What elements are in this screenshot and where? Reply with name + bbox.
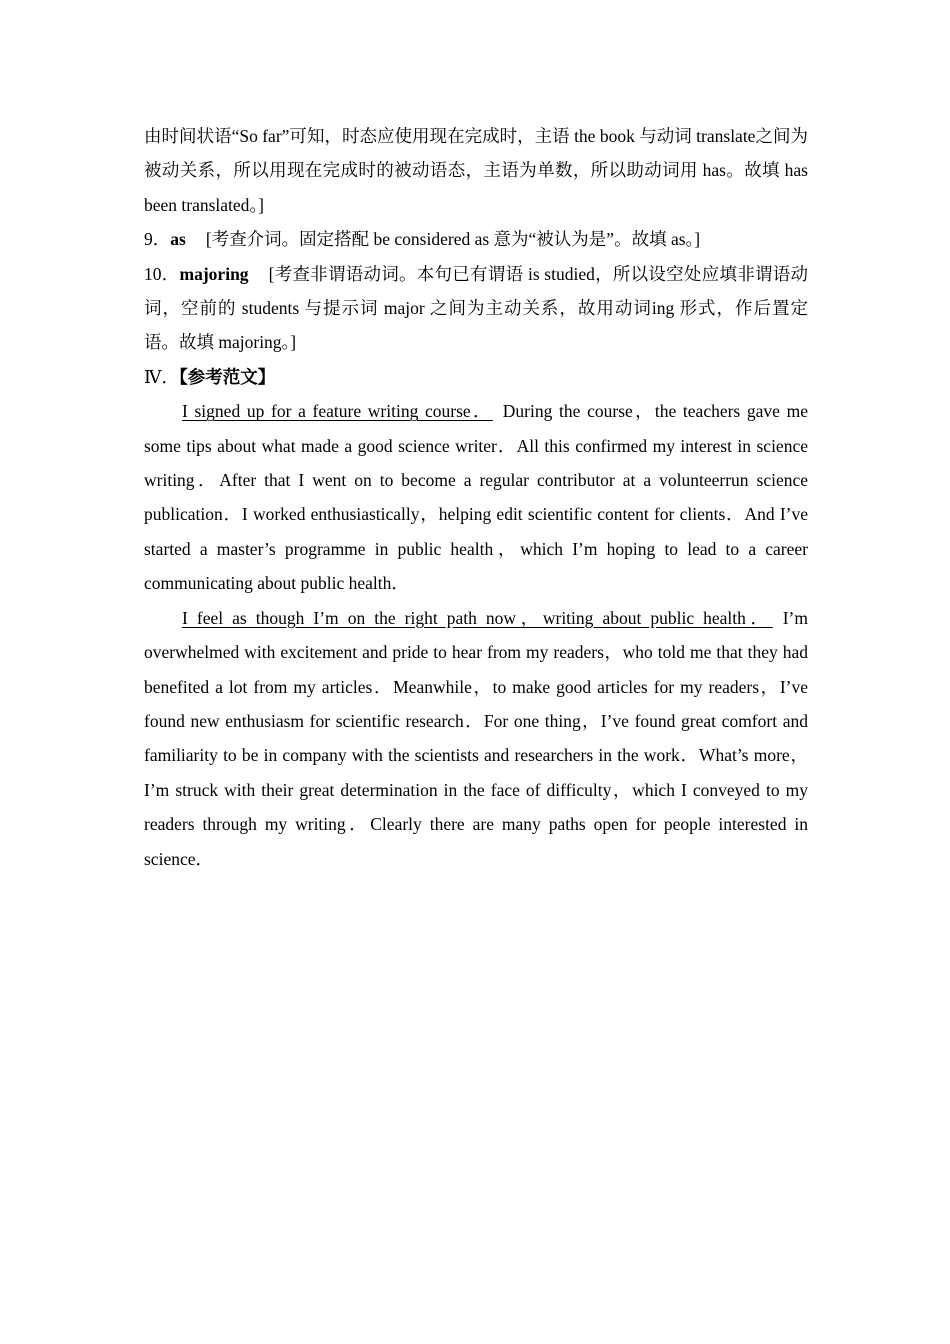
answer-8-explanation: 由时间状语“So far”可知，时态应使用现在完成时，主语 the book 与动词 translate之间为被动关系，所以用现在完成时的被动语态，主语为单数，所以助动词用 has。故填 has been translated。] (144, 126, 808, 215)
section-heading (144, 360, 808, 394)
section-numeral: Ⅳ． (144, 366, 179, 387)
essay-paragraph-2 (144, 601, 808, 876)
answer-10 (144, 257, 808, 360)
answer-9-word: as (170, 229, 186, 250)
essay-paragraph-2-opening-sentence: I feel as though I’m on the right path now，writing about public health． (182, 607, 773, 628)
answer-10-word: majoring (179, 263, 249, 284)
essay-paragraph-1 (144, 394, 808, 600)
answer-9-explanation: [考查介词。固定搭配 be considered as 意为“被认为是”。故填 as。] (205, 229, 701, 250)
essay-paragraph-1-opening-sentence: I signed up for a feature writing course． (182, 401, 493, 422)
essay-paragraph-1-body: During the course，the teachers gave me some tips about what made a good science writer．All this confirmed my interest in science writing．After that I went on to become a regular contributor at a volunteerrun science publication．I worked enthusiastically，helping edit scientific content for clients．And I’ve started a master’s programme in public health，which I’m hoping to lead to a career communicating about public health． (144, 401, 808, 594)
document-page (144, 119, 808, 876)
essay-paragraph-2-body: I’m overwhelmed with excitement and pride to hear from my readers，who told me that they had benefited a lot from my articles．Meanwhile，to make good articles for my readers，I’ve found new enthusiasm for scientific research．For one thing，I’ve found great comfort and familiarity to be in company with the scientists and researchers in the work．What’s more，I’m struck with their great determination in the face of difficulty，which I conveyed to my readers through my writing．Clearly there are many paths open for people interested in science． (144, 607, 808, 869)
answer-9 (144, 222, 808, 256)
section-title: 【参考范文】 (178, 366, 276, 387)
answer-10-number: 10． (144, 263, 180, 284)
answer-10-explanation: [考查非谓语动词。本句已有谓语 is studied，所以设空处应填非谓语动词，空前的 students 与提示词 major 之间为主动关系，故用动词ing 形式，作后置定语。故填 majoring。] (144, 263, 808, 353)
answer-9-number: 9． (144, 229, 171, 250)
